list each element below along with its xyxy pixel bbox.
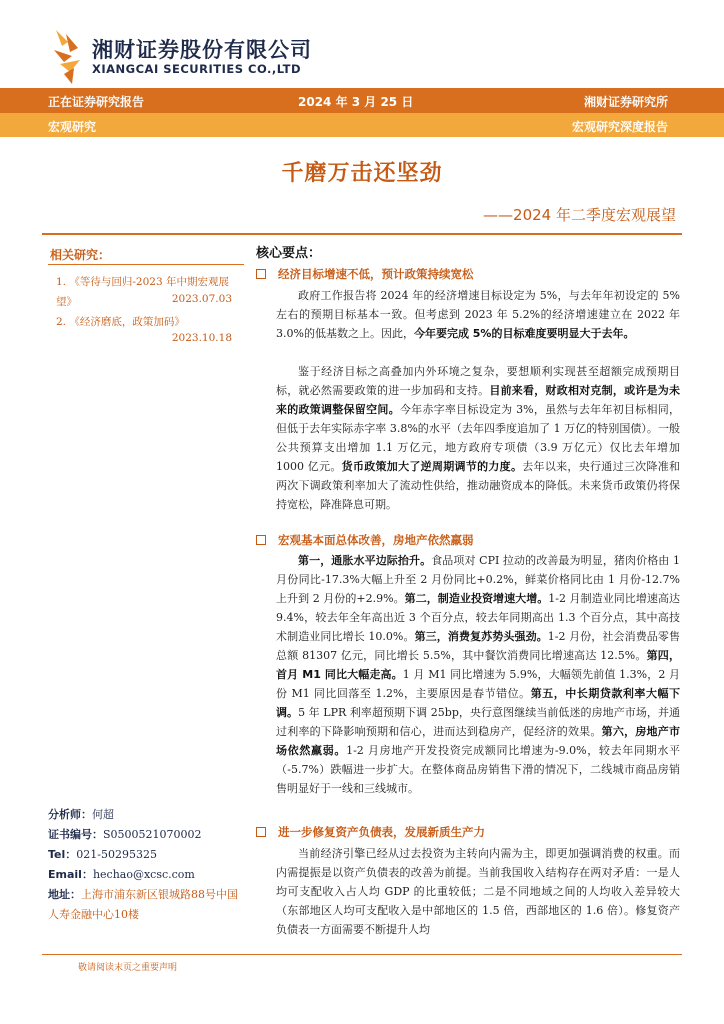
s1-p2-text-c: 今年赤字率目标设定为 3%，虽然与去年年初目标相同，但低于去年实际赤字率 3.8%的水平（去年四季度追加了 1 万亿的特别国债）。一般公共预算支出增加 1.1 万亿元，地方政府专项债（3.9 万亿元）仅比去年增加 1000 亿元。 [276, 403, 680, 473]
email-line [48, 865, 195, 885]
report-subcategory: 宏观研究深度报告 [571, 120, 668, 134]
header-bar-top [0, 88, 724, 113]
related-divider [48, 264, 244, 265]
analyst-line [48, 805, 114, 825]
s3-p1-text: 当前经济引擎已经从过去投资为主转向内需为主，即更加强调消费的权重。而内需提振是以资产负债表的改善为前提。当前我国收入结构存在两对矛盾：一是人均可支配收入占人均 GDP 的比重较低；二是不同地域之间的人均收入差异较大（东部地区人均可支配收入是中部地区的 1.5 倍，西部地区的 1.6 倍）。修复资产负债表一方面需要不断提升人均 [276, 847, 680, 936]
s1-p2-bold-d: 货币政策加大了逆周期调节的力度。 [341, 460, 523, 473]
s2-t3: 1-2 月份，社会消费品零售总额 81307 亿元，同比增长 5.5%，其中餐饮消费同比增速高达 12.5%。 [276, 630, 680, 662]
cert-label: 证书编号： [48, 828, 103, 841]
s2-b2: 第二，制造业投资增速大增。 [404, 592, 549, 605]
company-name-cn: 湘财证券股份有限公司 [92, 38, 312, 62]
s2-t1: 食品项对 CPI 拉动的改善最为明显，猪肉价格由 1 月份同比-17.3%大幅上升至 2 月份同比+0.2%，鲜菜价格同比由 1 月份-12.7%上升到 2 月份的+2.9%。 [276, 554, 681, 605]
company-logo-icon [52, 28, 82, 86]
s2-b1: 第一，通胀水平边际抬升。 [298, 554, 432, 567]
footer-disclaimer[interactable]: 敬请阅读末页之重要声明 [78, 963, 178, 973]
section-2-heading [256, 532, 474, 548]
s2-b5: 第五，中长期贷款利率大幅下调。 [276, 687, 680, 719]
tel-line [48, 845, 157, 865]
s1-p2-bold-b: 目前来看，财政相对克制，或许是为未来的政策调整保留空间。 [276, 384, 680, 416]
report-category: 宏观研究 [48, 120, 97, 134]
section-1-para-2 [276, 362, 680, 514]
report-date: 2024 年 3 月 25 日 [298, 95, 414, 109]
s1-p1-text: 政府工作报告将 2024 年的经济增速目标设定为 5%，与去年年初设定的 5%左右的预期目标基本一致。但考虑到 2023 年 5.2%的经济增速建立在 2022 年 3.0%的低基数之上。因此， [276, 289, 680, 340]
title-divider [42, 233, 682, 235]
related-item-1-date: 2023.07.03 [171, 293, 232, 305]
checkbox-square-icon [256, 535, 266, 545]
header-bar-bottom [0, 113, 724, 137]
related-item-1[interactable]: 1. 《等待与回归-2023 年中期宏观展望》 [56, 276, 229, 308]
company-name-en: XIANGCAI SECURITIES CO.,LTD [92, 62, 302, 76]
section-2-heading-text: 宏观基本面总体改善，房地产依然羸弱 [278, 533, 474, 547]
s1-p2-text-e: 去年以来，央行通过三次降准和两次下调政策利率加大了流动性供给，推动融资成本的降低。未来货币政策仍将保持宽松，降准降息可期。 [276, 460, 681, 511]
institute-name: 湘财证券研究所 [583, 95, 668, 109]
section-1-para-1 [276, 286, 680, 343]
section-2-para-1 [276, 551, 680, 798]
s2-b3: 第三，消费复苏势头强劲。 [414, 630, 548, 643]
tel-label: Tel： [48, 848, 77, 861]
s1-p1-bold: 今年要完成 5%的目标难度要明显大于去年。 [413, 327, 635, 340]
email-address[interactable]: hechao@xcsc.com [92, 868, 195, 881]
s2-t4: 1 月 M1 同比增速为 5.9%，大幅领先前值 1.3%，2 月份 M1 同比回落至 1.2%，主要原因是春节错位。 [276, 668, 680, 700]
tel-number: 021-50295325 [76, 848, 157, 861]
s1-p2-text-a: 鉴于经济目标之高叠加内外环境之复杂，要想顺利实现甚至超额完成预期目标，就必然需要政策的进一步加码和支持。 [276, 365, 680, 397]
cert-line [48, 825, 202, 845]
report-type: 正在证券研究报告 [48, 95, 145, 109]
related-item-2-date: 2023.10.18 [171, 332, 232, 344]
related-research-title: 相关研究： [50, 248, 111, 262]
report-subtitle: ——2024 年二季度宏观展望 [483, 206, 676, 224]
address-text: 上海市浦东新区银城路88号中国人寿金融中心10楼 [48, 888, 238, 921]
checkbox-square-icon [256, 269, 266, 279]
email-label: Email： [48, 868, 93, 881]
key-points-title: 核心要点： [256, 246, 322, 261]
report-title: 千磨万击还坚劲 [281, 161, 443, 186]
s2-t2: 1-2 月制造业同比增速高达 9.4%，较去年全年高出近 3 个百分点，较去年同期高出 1.3 个百分点，其中高技术制造业同比增长 10.0%。 [276, 592, 680, 643]
address-label: 地址： [48, 888, 81, 901]
section-1-heading-text: 经济目标增速不低，预计政策持续宽松 [278, 267, 474, 281]
section-3-heading [256, 824, 485, 840]
s2-t5: 5 年 LPR 利率超预期下调 25bp，央行意图继续当前低迷的房地产市场，并通过利率的下降影响预期和信心，进而达到稳房产，促经济的效果。 [276, 706, 680, 738]
cert-number: S0500521070002 [103, 828, 202, 841]
footer-divider [42, 954, 682, 955]
s2-b6: 第六，房地产市场依然羸弱。 [276, 725, 681, 757]
checkbox-square-icon [256, 827, 266, 837]
analyst-label: 分析师： [48, 808, 92, 821]
section-3-heading-text: 进一步修复资产负债表，发展新质生产力 [278, 825, 485, 839]
address-line [48, 885, 248, 925]
s2-b4: 第四，首月 M1 同比大幅走高。 [276, 649, 681, 681]
analyst-name: 何超 [92, 808, 114, 821]
s2-t6: 1-2 月房地产开发投资完成额同比增速为-9.0%，较去年同期水平（-5.7%）跌幅进一步扩大。在整体商品房销售下滑的情况下，二线城市商品房销售明显好于一线和三线城市。 [276, 744, 681, 795]
related-item-2[interactable]: 2. 《经济磨底，政策加码》 [56, 316, 185, 328]
section-3-para-1 [276, 844, 680, 940]
section-1-heading [256, 266, 474, 282]
